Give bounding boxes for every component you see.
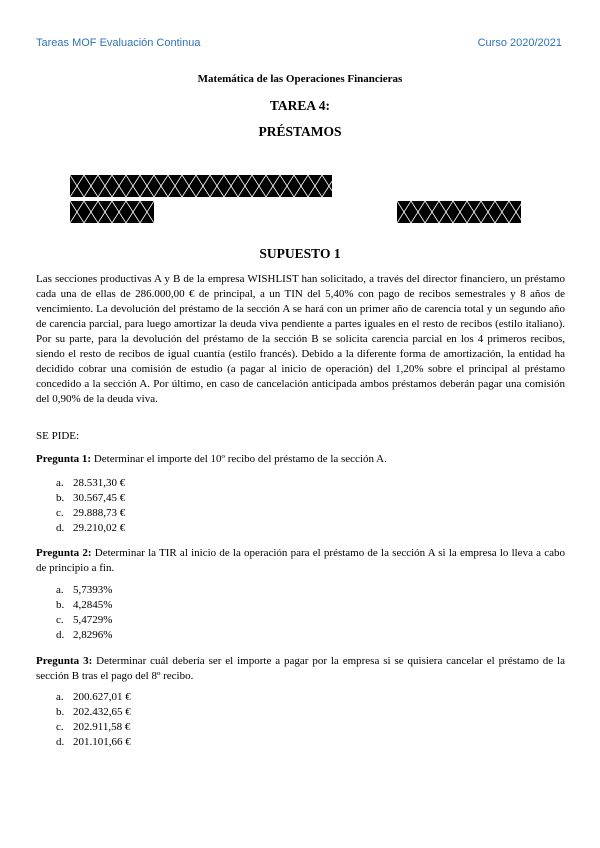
option-text: 30.567,45 € — [73, 492, 126, 504]
option-text: 5,4729% — [73, 614, 113, 626]
section-title: SUPUESTO 1 — [259, 246, 341, 261]
option-letter: a. — [56, 691, 64, 703]
topic-title: PRÉSTAMOS — [258, 124, 342, 139]
question-3-options — [56, 690, 131, 750]
question-2 — [36, 546, 565, 576]
redacted-name-block — [70, 175, 332, 197]
option-item — [56, 598, 112, 613]
option-text: 202.911,58 € — [73, 721, 131, 733]
option-letter: d. — [56, 522, 65, 534]
question-1-text: Determinar el importe del 10º recibo del préstamo de la sección A. — [93, 453, 387, 465]
question-2-label: Pregunta 2: — [36, 547, 92, 559]
option-letter: b. — [56, 492, 65, 504]
problem-statement: Las secciones productivas A y B de la empresa WISHLIST han solicitado, a través del director financiero, un préstamo cada una de ellas de 286.000,00 € de principal, a un TIN del 5,40% con pago de recibos semestrales y 8 años de vencimiento. La devolución del préstamo de la sección A se hará con un primer año de carencia total y un segundo año de carencia parcial, para luego amortizar la deuda viva pendiente a partes iguales en el resto de recibos (estilo italiano). Por su parte, para la devolución del préstamo de la sección B se solicita carencia parcial en los 4 primeros recibos, siendo el resto de recibos de igual cuantía (estilo francés). Debido a la diferente forma de amortización, la entidad ha decidido cobrar una comisión de estudio (a pagar al inicio de operación) del 1,20% sobre el principal al préstamo concedido a la sección A. Por último, en caso de cancelación anticipada ambos préstamos deberán pagar una comisión del 0,90% de la deuda viva. — [36, 273, 565, 405]
redacted-id-block — [70, 201, 154, 223]
option-text: 29.210,02 € — [73, 522, 126, 534]
task-title: TAREA 4: — [269, 98, 331, 113]
option-text: 4,2845% — [73, 599, 113, 611]
option-item — [56, 583, 112, 598]
subject-title: Matemática de las Operaciones Financieras — [197, 73, 403, 85]
option-letter: d. — [56, 629, 65, 641]
question-1 — [36, 452, 565, 467]
option-item — [56, 521, 125, 536]
option-letter: c. — [56, 721, 64, 733]
option-letter: a. — [56, 477, 64, 489]
question-3-label: Pregunta 3: — [36, 655, 93, 667]
question-3 — [36, 654, 565, 684]
option-text: 202.432,65 € — [73, 706, 131, 718]
option-letter: b. — [56, 599, 65, 611]
option-letter: c. — [56, 507, 64, 519]
option-item — [56, 506, 125, 521]
se-pide-label: SE PIDE: — [36, 430, 80, 442]
option-text: 200.627,01 € — [73, 691, 131, 703]
question-1-options — [56, 476, 125, 536]
option-item — [56, 705, 131, 720]
option-item — [56, 720, 131, 735]
question-3-text: Determinar cuál debería ser el importe a pagar por la empresa si se quisiera cancelar el préstamo de la sección B tras el pago del 8º recibo. — [36, 655, 565, 682]
header-left: Tareas MOF Evaluación Continua — [36, 37, 201, 49]
option-letter: a. — [56, 584, 64, 596]
redacted-group-block — [397, 201, 521, 223]
option-item — [56, 491, 125, 506]
question-2-options — [56, 583, 112, 643]
option-text: 5,7393% — [73, 584, 113, 596]
option-text: 201.101,66 € — [73, 736, 131, 748]
question-2-text: Determinar la TIR al inicio de la operación para el préstamo de la sección A si la empresa lo lleva a cabo de principio a fin. — [36, 547, 566, 574]
option-item — [56, 476, 125, 491]
option-letter: b. — [56, 706, 65, 718]
option-item — [56, 628, 112, 643]
option-text: 28.531,30 € — [73, 477, 126, 489]
option-item — [56, 690, 131, 705]
option-text: 29.888,73 € — [73, 507, 126, 519]
option-letter: d. — [56, 736, 65, 748]
question-1-label: Pregunta 1: — [36, 453, 92, 465]
option-letter: c. — [56, 614, 64, 626]
header-right: Curso 2020/2021 — [477, 37, 562, 49]
option-item — [56, 735, 131, 750]
option-text: 2,8296% — [73, 629, 113, 641]
option-item — [56, 613, 112, 628]
